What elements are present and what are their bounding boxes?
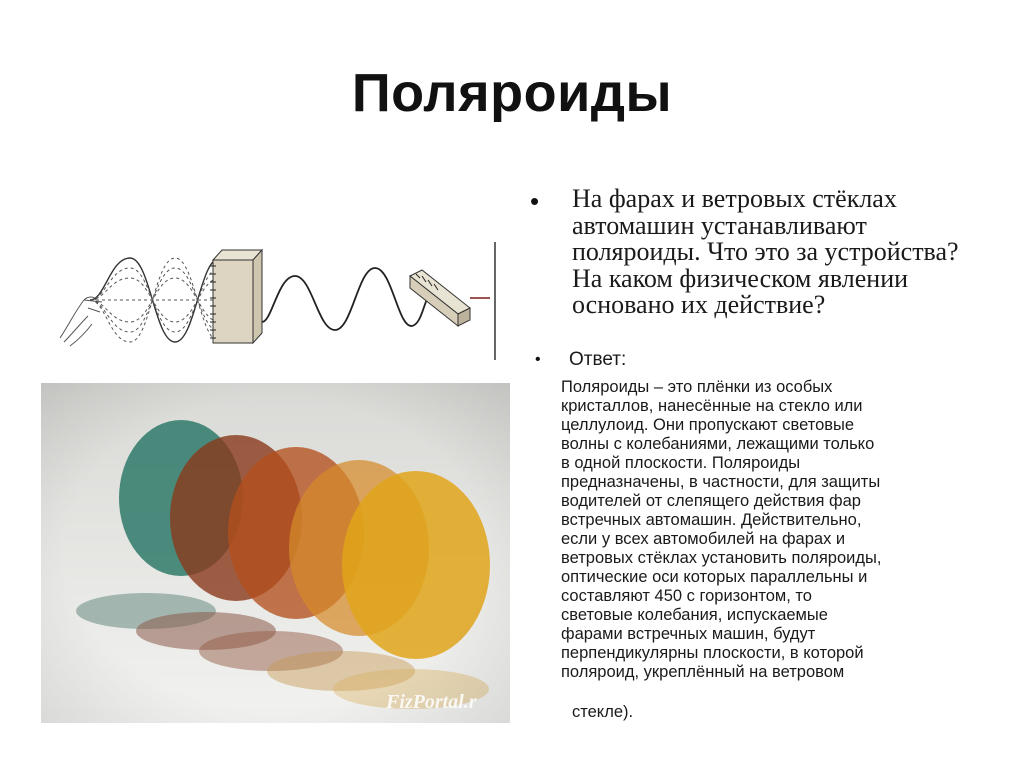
unpolarized-wave-dashed [90,258,220,342]
question-text: На фарах и ветровых стёклах автомашин устанавливают поляроиды. Что это за устройства? На каком физическом явлении основано их действие? [572,184,959,319]
bullet-dot: • [530,186,540,216]
analyzer-block [410,270,470,326]
slide-title: Поляроиды [351,63,673,123]
polarized-wave [262,268,430,330]
bullet-dot: • [535,351,541,368]
photo-watermark: FizPortal.r [386,691,477,713]
answer-text: Поляроиды – это плёнки из особых кристаллов, нанесённые на стекло или целлулоид. Они пропускают световые волны с колебаниями, лежащими только в одной плоскости. Поляроиды предназначены, в частности, для защиты водителей от слепящего действия фар встречных автомашин. Действительно, если у всех автомобилей на фарах и ветровых стёклах установить поляроиды, оптические оси которых параллельны и составляют 450 с горизонтом, то световые колебания, испускаемые фарами встречных машин, будут перпендикулярны плоскости, в которой поляроид, укреплённый на ветровом [561,378,882,681]
answer-tail: стекле). [572,703,634,721]
answer-text-block [561,378,971,682]
hand-illustration [60,297,102,346]
answer-label: Ответ: [569,349,627,370]
polarization-wave-diagram [50,238,505,363]
polaroid-discs-photo [41,383,510,723]
polarizer-block [210,250,262,343]
